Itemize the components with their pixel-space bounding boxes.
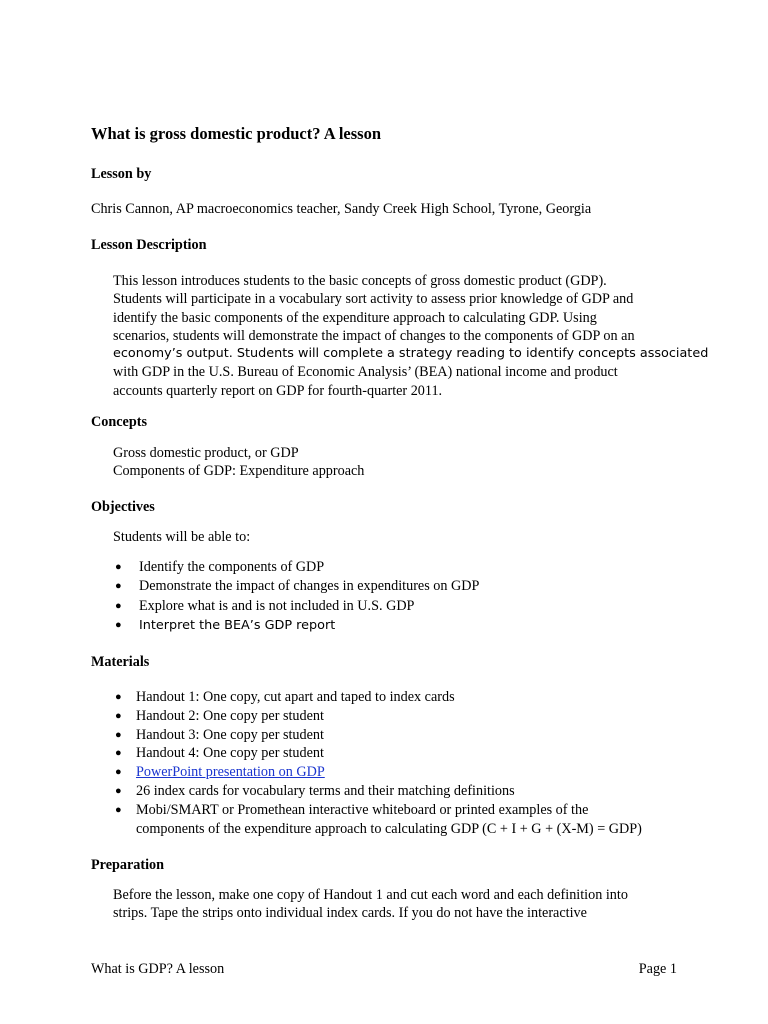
material-item <box>112 726 642 745</box>
objective-text: Explore what is and is not included in U.S. GDP <box>139 597 415 614</box>
material-text-continued: components of the expenditure approach to calculating GDP (C + I + G + (X-M) = GDP) <box>136 820 642 837</box>
footer-page-number: Page 1 <box>638 961 677 977</box>
description-line: economy’s output. Students will complete a strategy reading to identify concepts associated <box>113 346 709 362</box>
preparation-line: strips. Tape the strips onto individual index cards. If you do not have the interactive <box>113 905 587 922</box>
description-line: accounts quarterly report on GDP for fourth-quarter 2011. <box>113 382 443 399</box>
document-title: What is gross domestic product? A lesson <box>91 124 382 143</box>
material-item <box>112 782 642 801</box>
author-line: Chris Cannon, AP macroeconomics teacher, Sandy Creek High School, Tyrone, Georgia <box>91 201 592 217</box>
bullet-icon: ● <box>115 561 122 573</box>
material-text: Handout 1: One copy, cut apart and taped to index cards <box>136 689 455 705</box>
objectives-heading: Objectives <box>91 499 155 515</box>
material-item <box>112 688 642 707</box>
preparation-line: Before the lesson, make one copy of Handout 1 and cut each word and each definition into <box>113 887 628 903</box>
material-text: Handout 2: One copy per student <box>136 707 324 724</box>
material-text: 26 index cards for vocabulary terms and their matching definitions <box>136 782 515 799</box>
lesson-by-heading: Lesson by <box>91 166 152 182</box>
bullet-icon: ● <box>115 803 122 816</box>
preparation-heading: Preparation <box>91 857 165 873</box>
description-line: identify the basic components of the expenditure approach to calculating GDP. Using <box>113 309 597 326</box>
objective-item <box>112 616 479 635</box>
material-item <box>112 801 642 839</box>
objective-item <box>112 577 479 596</box>
objectives-intro: Students will be able to: <box>113 529 251 545</box>
description-line: scenarios, students will demonstrate the impact of changes to the components of GDP on an <box>113 327 635 344</box>
concept-item: Gross domestic product, or GDP <box>113 445 299 461</box>
concept-item: Components of GDP: Expenditure approach <box>113 463 365 480</box>
lesson-description-paragraph <box>113 272 708 400</box>
bullet-icon: ● <box>115 747 122 760</box>
materials-heading: Materials <box>91 654 150 670</box>
footer-document-title: What is GDP? A lesson <box>91 961 225 977</box>
objective-text: Identify the components of GDP <box>139 559 325 575</box>
bullet-icon: ● <box>115 766 122 779</box>
material-item <box>112 763 642 782</box>
material-item <box>112 744 642 763</box>
bullet-icon: ● <box>115 599 122 612</box>
bullet-icon: ● <box>115 580 122 593</box>
material-text: Handout 4: One copy per student <box>136 745 324 762</box>
objective-item <box>112 597 479 616</box>
description-line: This lesson introduces students to the basic concepts of gross domestic product (GDP). <box>113 273 607 289</box>
objectives-list <box>112 558 479 635</box>
material-text: Handout 3: One copy per student <box>136 726 324 743</box>
bullet-icon: ● <box>115 728 122 741</box>
objective-text: Interpret the BEA’s GDP report <box>139 617 336 633</box>
powerpoint-link[interactable]: PowerPoint presentation on GDP <box>136 764 325 781</box>
lesson-description-heading: Lesson Description <box>91 237 207 253</box>
bullet-icon: ● <box>115 691 122 703</box>
objective-text: Demonstrate the impact of changes in expenditures on GDP <box>139 578 480 595</box>
bullet-icon: ● <box>115 709 122 722</box>
objective-item <box>112 558 479 577</box>
description-line: Students will participate in a vocabulary sort activity to assess prior knowledge of GDP and <box>113 291 634 308</box>
preparation-paragraph <box>113 886 628 923</box>
bullet-icon: ● <box>115 618 122 631</box>
material-text: Mobi/SMART or Promethean interactive whiteboard or printed examples of the <box>136 801 589 818</box>
concepts-list <box>113 444 364 481</box>
bullet-icon: ● <box>115 784 122 797</box>
description-line: with GDP in the U.S. Bureau of Economic Analysis’ (BEA) national income and product <box>113 364 618 381</box>
concepts-heading: Concepts <box>91 414 147 430</box>
materials-list <box>112 688 642 838</box>
material-item <box>112 707 642 726</box>
